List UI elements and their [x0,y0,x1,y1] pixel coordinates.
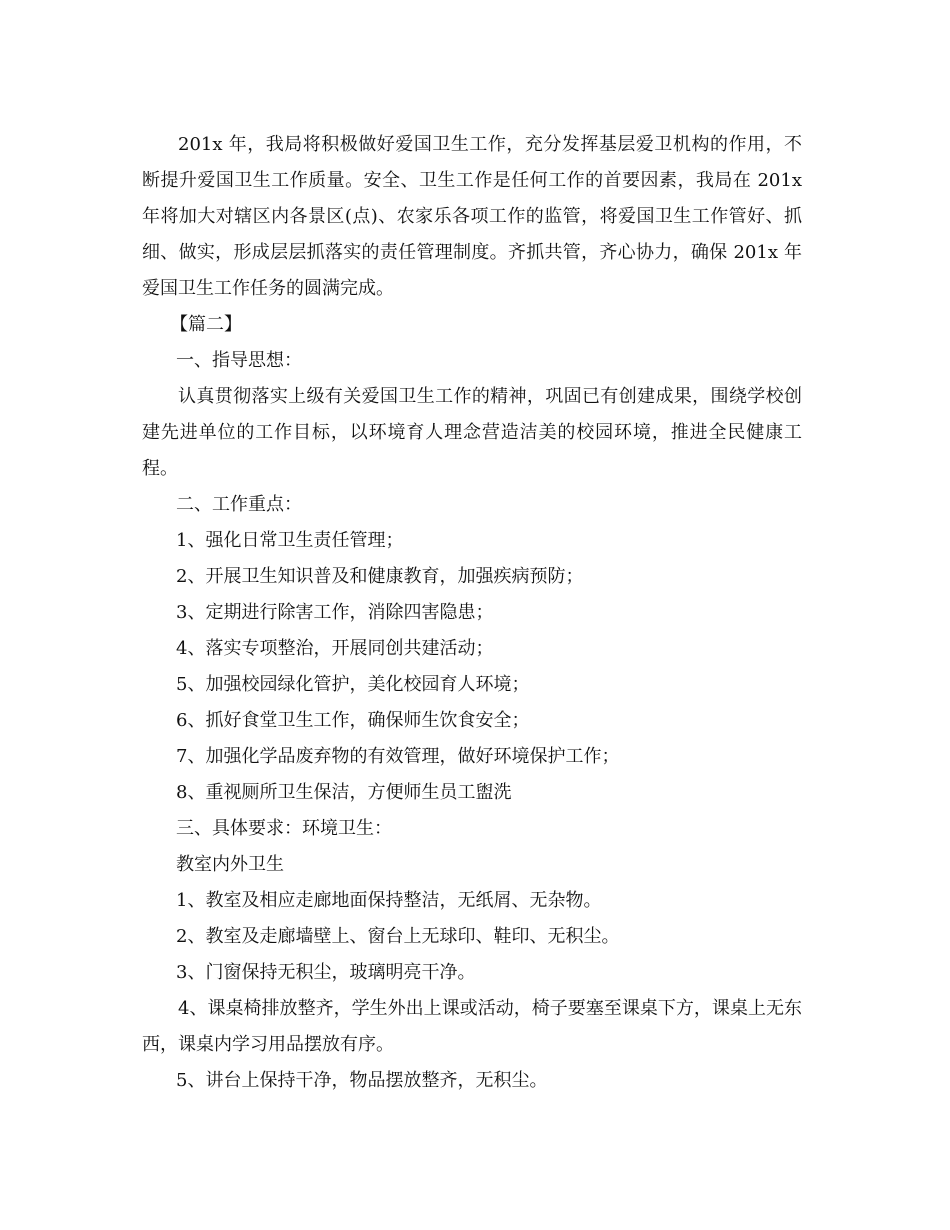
focus-item: 1、强化日常卫生责任管理； [176,530,404,551]
focus-item: 3、定期进行除害工作，消除四害隐患； [176,602,494,623]
classroom-item: 3、门窗保持无积尘，玻璃明亮干净。 [176,962,476,983]
focus-item: 4、落实专项整治，开展同创共建活动； [176,638,494,659]
focus-item: 5、加强校园绿化管护，美化校园育人环境； [176,674,530,695]
guiding-paragraph: 认真贯彻落实上级有关爱国卫生工作的精神，巩固已有创建成果，围绕学校创建先进单位的工作目标，以环境育人理念营造洁美的校园环境，推进全民健康工程。 [142,386,802,479]
focus-item: 7、加强化学品废弃物的有效管理，做好环境保护工作； [176,746,620,767]
requirements-heading: 三、具体要求：环境卫生： [176,818,392,839]
classroom-heading: 教室内外卫生 [176,854,284,875]
guiding-heading: 一、指导思想： [176,350,302,371]
focus-item: 2、开展卫生知识普及和健康教育，加强疾病预防； [176,566,584,587]
classroom-item: 1、教室及相应走廊地面保持整洁，无纸屑、无杂物。 [176,890,602,911]
focus-heading: 二、工作重点： [176,494,302,515]
document-body [142,127,802,1099]
section-title: 【篇二】 [170,314,242,335]
focus-item: 6、抓好食堂卫生工作，确保师生饮食安全； [176,710,530,731]
intro-paragraph: 201x 年，我局将积极做好爱国卫生工作，充分发挥基层爱卫机构的作用，不断提升爱国卫生工作质量。安全、卫生工作是任何工作的首要因素，我局在 201x 年将加大对辖区内各景区(点)、农家乐各项工作的监管，将爱国卫生工作管好、抓细、做实，形成层层抓落实的责任管理制度。齐抓共管，齐心协力，确保 201x 年爱国卫生工作任务的圆满完成。 [142,134,802,299]
classroom-item: 4、课桌椅排放整齐，学生外出上课或活动，椅子要塞至课桌下方，课桌上无东西，课桌内学习用品摆放有序。 [142,998,802,1055]
classroom-item: 5、讲台上保持干净，物品摆放整齐，无积尘。 [176,1070,548,1091]
classroom-item: 2、教室及走廊墙壁上、窗台上无球印、鞋印、无积尘。 [176,926,620,947]
focus-item: 8、重视厕所卫生保洁，方便师生员工盥洗 [176,782,512,803]
